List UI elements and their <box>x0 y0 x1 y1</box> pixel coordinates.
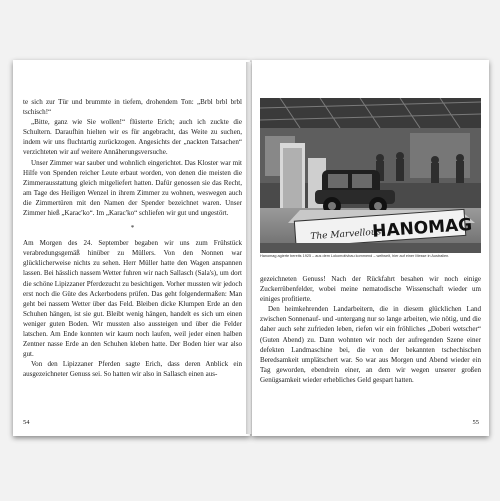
left-page <box>13 60 250 436</box>
page-number: 54 <box>23 419 30 426</box>
paragraph: gezeichneten Genuss! Nach der Rückfahrt besahen wir noch einige Zuckerrübenfelder, wobei meine nematodische Wissenschaft wieder um einiges profitierte. <box>260 275 481 304</box>
hanomag-exhibition-photo <box>260 98 481 253</box>
section-separator: * <box>130 224 135 233</box>
right-page <box>252 60 489 436</box>
photo-caption: Hanomag agierte bereits 1925 – aus dem Lokomotivbau kommend – weltweit, hier auf einer Messe in Australien. <box>260 254 450 258</box>
paragraph: Den heimkehrenden Landarbeitern, die in diesem glücklichen Land zwischen Sonnenauf- und -untergang nur so lange arbeiten, wie nötig, und die daher auch sehr zufrieden leben, riefen wir ein fröhliches „Doberi wetscher“ (Guten Abend) zu. Dann wohnten wir noch der aufregenden Szene einer defekten Landmaschine bei, die von der bekannten tschechischen Beredsamkeit umplätschert war. So war aus Morgen und Abend wieder ein Tag geworden, ebendrein einer, an dem wir wegen unserer großen Genügsamkeit wieder erhebliches Geld gespart hatten. <box>260 305 481 384</box>
paragraph: Unser Zimmer war sauber und wohnlich eingerichtet. Das Kloster war mit Hilfe von Spenden reicher Leute erbaut worden, von denen die meisten die Zimmerausstattung gleich mitgeliefert hatten. Dafür genossen sie das Recht, am Tage des Heiligen Wenzel in ihrem Zimmer zu wohnen, weswegen auch die Zimmertüren mit den Namen der Spender bezeichnet waren. Unser Zimmer hieß „Karac'ko“. Im „Karac'ko“ schliefen wir gut und ungestört. <box>23 158 242 218</box>
paragraph: te sich zur Tür und brummte in tiefem, drohendem Ton: „Brbl brbl brbl tschisch!“ <box>23 98 242 117</box>
left-page-text <box>23 97 242 379</box>
banner-brand-text: HANOMAG <box>371 214 473 242</box>
paragraph: Von den Lipizzaner Pferden sagte Erich, dass deren Anblick ein ausgezeichneter Genuss sei. So hatten wir also in Sallasch einen aus- <box>23 360 242 379</box>
right-page-text <box>260 274 481 385</box>
page-number: 55 <box>472 419 479 426</box>
banner-script-text: The Marvellous <box>310 227 382 243</box>
paragraph: „Bitte, ganz wie Sie wollen!“ flüsterte Erich; auch ich zuckte die Schultern. Daraufhin hielten wir es für angebracht, das Weite zu suchen, indem wir uns fluchtartig zurückzogen. Angesichts der „nackten Tatsachen“ verzichteten wir auf weitere Annäherungsversuche. <box>23 118 242 157</box>
paragraph: Am Morgen des 24. September begaben wir uns zum Frühstück verabredungsgemäß hinüber zu Müllers. Von den Nonnen war glücklicherweise nichts zu sehen. Herr Müller hatte den Wagen anspannen lassen. Bei hässlich nassem Wetter fuhren wir nach Sallasch (Sala's), um dort die schöne Lipizzaner Pferdezucht zu besichtigen. Vorher mussten wir jedoch erst noch die Güte des Ackerbodens prüfen. Das geht folgendermaßen: Man geht bei nassem Wetter über das Feld. Bleiben dicke Klumpen Erde an den Schuhen hängen, ist sie gut. Bleibt wenig hängen, handelt es sich um einen weniger guten Boden. Wir mussten also aussteigen und über die Felder latschen. Am Ende konnten wir kaum noch laufen, weil jeder einen halben Zentner nasse Erde an den Schuhen kleben hatte. Der Boden hier war also gut. <box>23 239 242 359</box>
historical-photo <box>260 98 481 253</box>
